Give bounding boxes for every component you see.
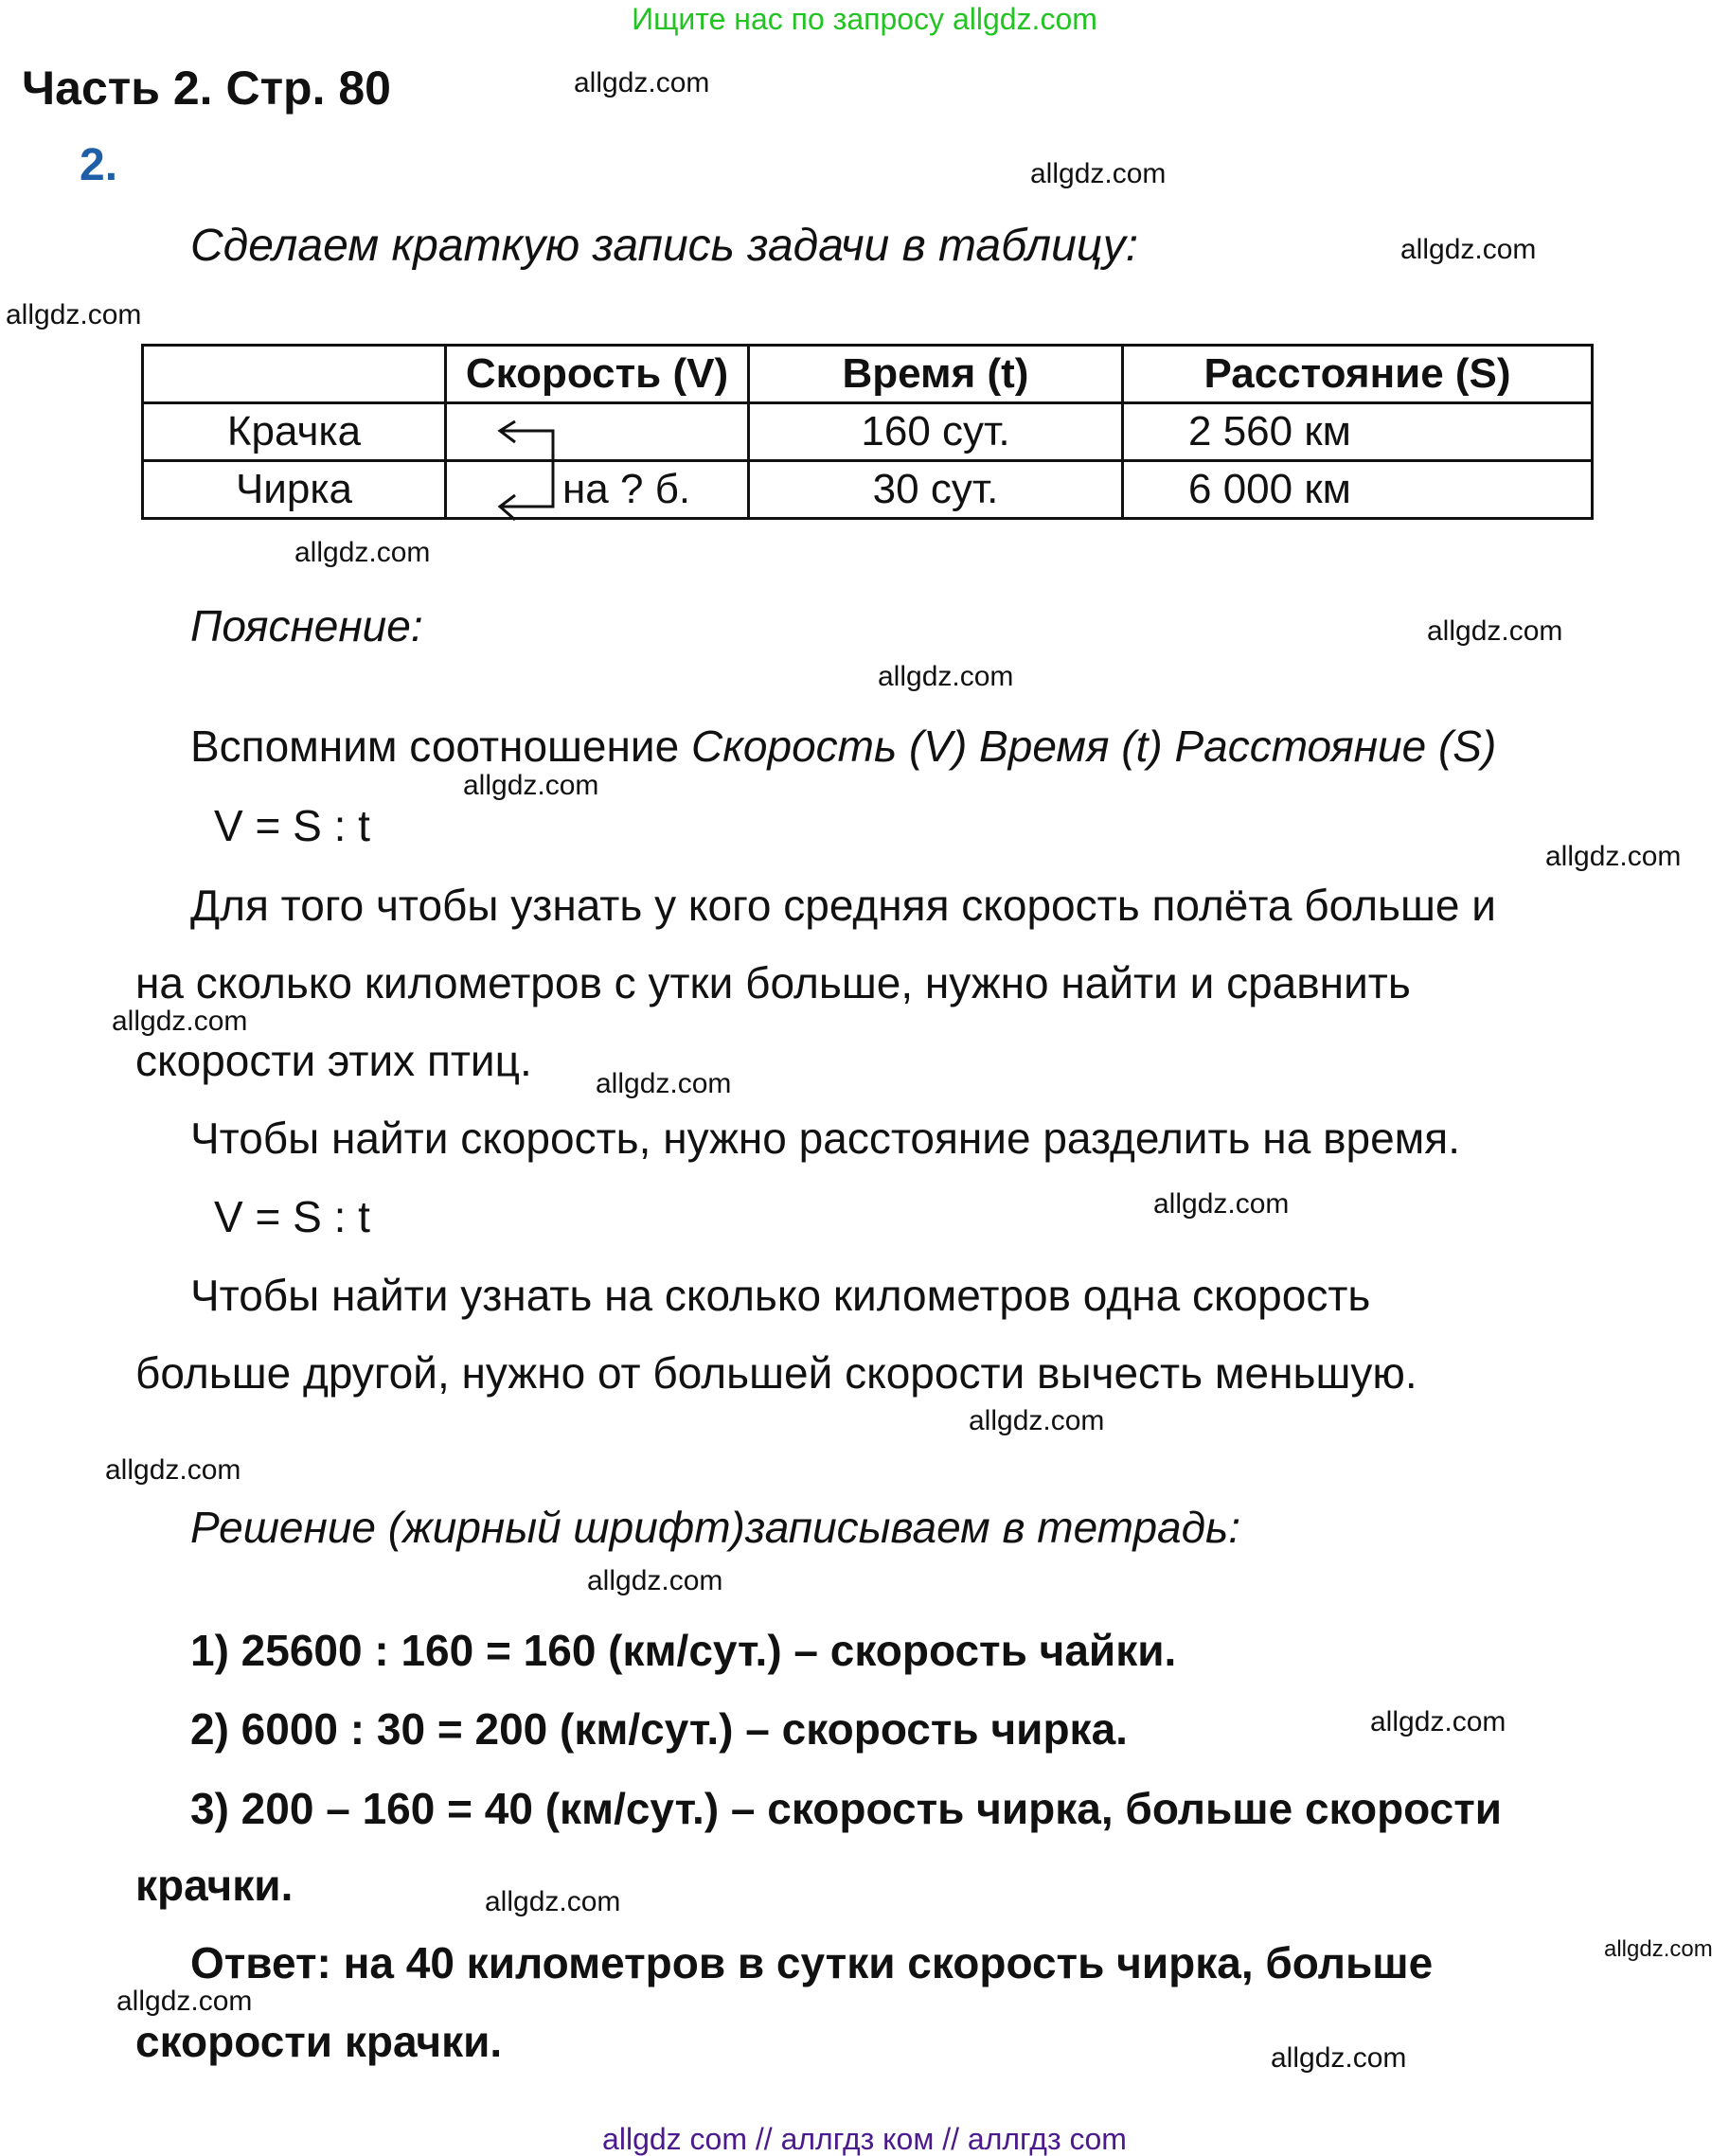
table-header-row — [143, 346, 1593, 403]
formula: V = S : t — [214, 801, 370, 850]
solution-step: 3) 200 – 160 = 40 (км/сут.) – скорость чирка, больше скорости — [190, 1784, 1503, 1833]
solution-step: 2) 6000 : 30 = 200 (км/сут.) – скорость чирка. — [190, 1704, 1128, 1754]
top-banner[interactable]: Ищите нас по запросу allgdz.com — [632, 2, 1097, 36]
recall-relation: Скорость (V) Время (t) Расстояние (S) — [690, 722, 1497, 771]
watermark: allgdz.com — [878, 661, 1014, 692]
recall-line — [190, 722, 1496, 770]
watermark: allgdz.com — [587, 1565, 723, 1596]
watermark: allgdz.com — [1153, 1188, 1290, 1220]
speed-cell — [446, 403, 749, 461]
watermark: allgdz.com — [485, 1886, 621, 1917]
answer-line: Ответ: на 40 километров в сутки скорость чирка, больше — [190, 1938, 1434, 1987]
paragraph-line: больше другой, нужно от большей скорости вычесть меньшую. — [135, 1348, 1417, 1398]
recall-prefix: Вспомним соотношение — [190, 722, 691, 771]
watermark: allgdz.com — [596, 1068, 732, 1099]
watermark: allgdz.com — [1030, 158, 1167, 189]
speed-cell: на ? б. — [446, 461, 749, 519]
page-heading: Часть 2. Стр. 80 — [22, 62, 391, 115]
answer-line: скорости крачки. — [135, 2017, 503, 2066]
intro-text: Сделаем краткую запись задачи в таблицу: — [190, 221, 1139, 271]
distance-cell: 2 560 км — [1123, 403, 1593, 461]
explanation-title: Пояснение: — [190, 601, 423, 650]
header-cell: Скорость (V) — [446, 346, 749, 403]
watermark: allgdz.com — [6, 299, 142, 330]
watermark: allgdz.com — [112, 1006, 248, 1037]
paragraph-line: Чтобы найти скорость, нужно расстояние разделить на время. — [190, 1114, 1460, 1163]
table-row — [143, 403, 1593, 461]
paragraph-line: скорости этих птиц. — [135, 1036, 532, 1085]
header-cell: Время (t) — [749, 346, 1123, 403]
solution-step: крачки. — [135, 1861, 294, 1910]
header-cell: Расстояние (S) — [1123, 346, 1593, 403]
data-table — [141, 344, 1594, 520]
header-cell — [143, 346, 446, 403]
comparison-arrow-icon — [494, 421, 608, 544]
watermark: allgdz.com — [1271, 2042, 1407, 2074]
watermark: allgdz.com — [294, 537, 431, 568]
watermark: allgdz.com — [1604, 1936, 1713, 1962]
watermark: allgdz.com — [969, 1405, 1105, 1436]
table-row — [143, 461, 1593, 519]
time-cell: 30 сут. — [749, 461, 1123, 519]
watermark: allgdz.com — [574, 67, 710, 98]
watermark: allgdz.com — [1427, 615, 1563, 647]
watermark: allgdz.com — [1545, 841, 1682, 872]
bird-name: Крачка — [143, 403, 446, 461]
paragraph-line: Чтобы найти узнать на сколько километров одна скорость — [190, 1271, 1371, 1320]
paragraph-line: на сколько километров с утки больше, нужно найти и сравнить — [135, 958, 1411, 1007]
solution-title: Решение (жирный шрифт)записываем в тетрадь: — [190, 1503, 1241, 1552]
watermark: allgdz.com — [105, 1454, 241, 1486]
footer-links[interactable]: allgdz com // аллгдз ком // аллгдз com — [602, 2122, 1127, 2156]
solution-step: 1) 25600 : 160 = 160 (км/сут.) – скорость чайки. — [190, 1626, 1177, 1675]
time-cell: 160 сут. — [749, 403, 1123, 461]
watermark: allgdz.com — [463, 770, 599, 801]
bird-name: Чирка — [143, 461, 446, 519]
distance-cell: 6 000 км — [1123, 461, 1593, 519]
watermark: allgdz.com — [1400, 234, 1537, 265]
watermark: allgdz.com — [1370, 1706, 1506, 1737]
formula: V = S : t — [214, 1192, 370, 1241]
task-number: 2. — [80, 140, 118, 190]
paragraph-line: Для того чтобы узнать у кого средняя скорость полёта больше и — [190, 881, 1496, 930]
watermark: allgdz.com — [116, 1986, 253, 2017]
